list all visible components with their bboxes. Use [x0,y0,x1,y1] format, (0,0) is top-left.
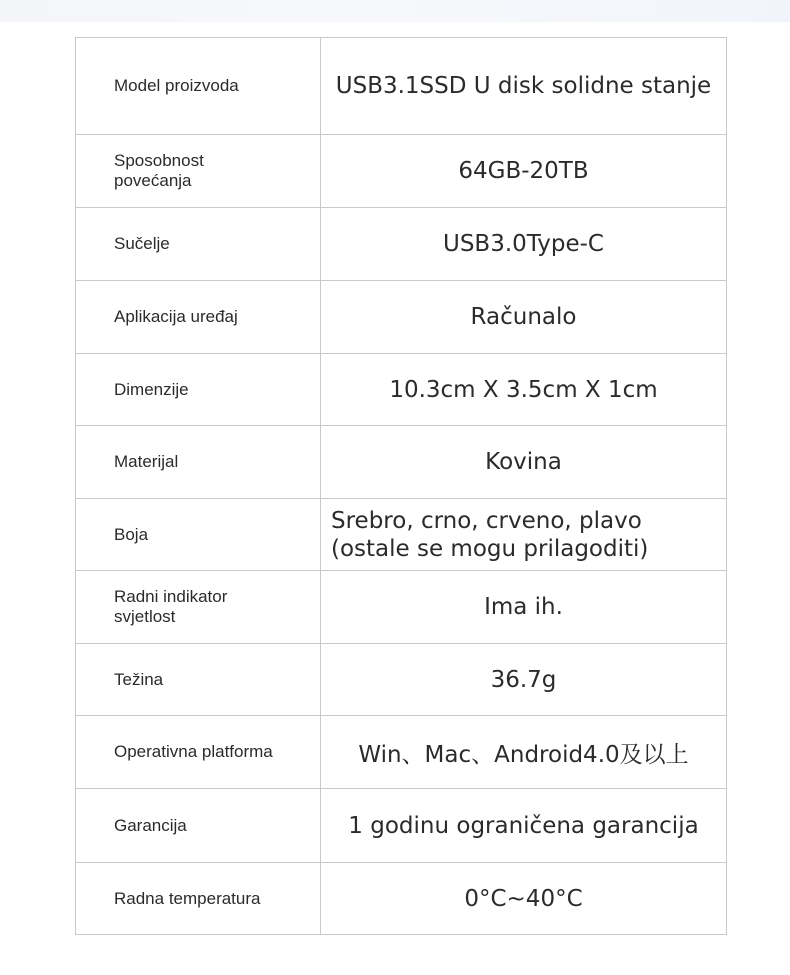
row-label: Sposobnost povećanja [76,135,321,208]
spec-table [75,37,727,935]
table-row [76,716,727,789]
table-row [76,208,727,281]
row-value: Računalo [321,281,727,354]
row-value: 64GB-20TB [321,135,727,208]
table-row [76,499,727,571]
row-label: Operativna platforma [76,716,321,789]
row-label: Dimenzije [76,354,321,426]
table-row [76,789,727,863]
row-label: Težina [76,644,321,716]
row-value: USB3.0Type-C [321,208,727,281]
row-label: Model proizvoda [76,38,321,135]
table-row [76,135,727,208]
row-value: 1 godinu ograničena garancija [321,789,727,863]
row-value: Srebro, crno, crveno, plavo (ostale se mogu prilagoditi) [321,499,727,571]
top-banner-strip [0,0,790,22]
table-row [76,644,727,716]
row-label: Materijal [76,426,321,499]
row-label: Sučelje [76,208,321,281]
row-value: Win、Mac、Android4.0及以上 [321,716,727,789]
row-value: 10.3cm X 3.5cm X 1cm [321,354,727,426]
table-row [76,38,727,135]
row-label: Aplikacija uređaj [76,281,321,354]
table-row [76,426,727,499]
row-value: 36.7g [321,644,727,716]
row-value: Kovina [321,426,727,499]
row-label: Boja [76,499,321,571]
row-label: Radna temperatura [76,863,321,935]
row-value: USB3.1SSD U disk solidne stanje [321,38,727,135]
table-row [76,281,727,354]
table-row [76,571,727,644]
row-value: 0°C~40°C [321,863,727,935]
row-label: Radni indikator svjetlost [76,571,321,644]
row-value: Ima ih. [321,571,727,644]
row-label: Garancija [76,789,321,863]
table-row [76,354,727,426]
table-row [76,863,727,935]
